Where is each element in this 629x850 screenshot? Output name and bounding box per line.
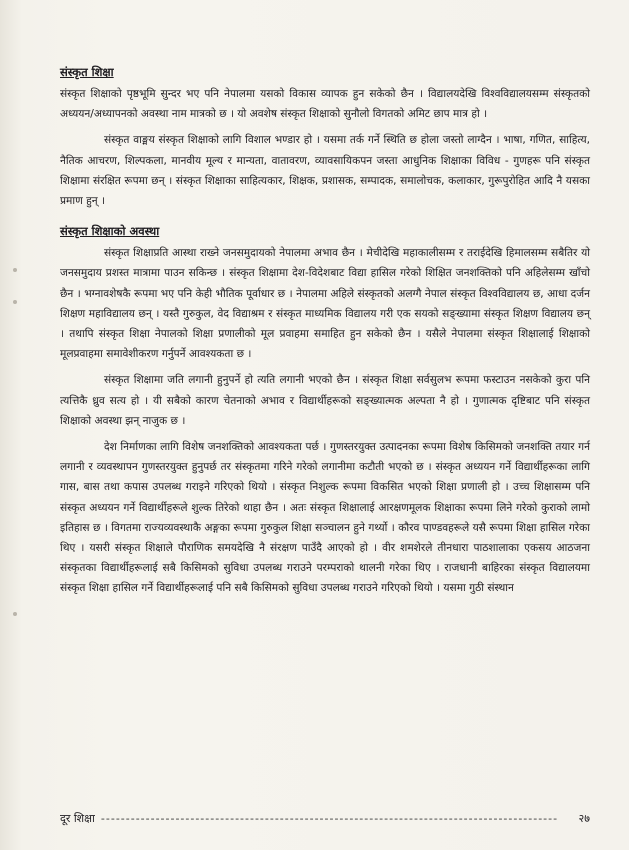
footer-title: दूर शिक्षा bbox=[60, 811, 95, 825]
page-footer bbox=[60, 808, 590, 828]
section-heading-condition: संस्कृत शिक्षाको अवस्था bbox=[60, 224, 160, 239]
paragraph: संस्कृत वाङ्मय संस्कृत शिक्षाको लागि विशाल भण्डार हो । यसमा तर्क गर्ने स्थिति छ होला जस्तो लाग्दैन । भाषा, गणित, साहित्य, नैतिक आचरण, शिल्पकला, मानवीय मूल्य र मान्यता, वातावरण, व्यावसायिकपन जस्ता आधुनिक शिक्षाका विविध - गुणहरू पनि संस्कृत शिक्षामा संरक्षित रूपमा छन् । संस्कृत शिक्षाका साहित्यकार, शिक्षक, प्रशासक, सम्पादक, समालोचक, कलाकार, गुरूपुरोहित आदि नै यसका प्रमाण हुन् । bbox=[60, 134, 590, 208]
paragraph: संस्कृत शिक्षाप्रति आस्था राख्ने जनसमुदायको नेपालमा अभाव छैन । मेचीदेखि महाकालीसम्म र तराईदेखि हिमालसम्म सबैतिर यो जनसमुदाय प्रशस्त मात्रामा पाउन सकिन्छ । संस्कृत शिक्षामा देश-विदेशबाट विद्या हासिल गरेको शिक्षित जनशक्तिको पनि अहिलेसम्म खाँचो छैन । भग्नावशेषकै रूपमा भए पनि केही भौतिक पूर्वाधार छ । नेपालमा अहिले संस्कृतको अलग्गै नेपाल संस्कृत विश्वविद्यालय छ, आधा दर्जन शिक्षण महाविद्यालय छन् । यस्तै गुरुकुल, वेद विद्याश्रम र संस्कृत माध्यमिक विद्यालय गरी एक सयको सङ्ख्यामा संस्कृत शिक्षण विद्यालय छन् । तथापि संस्कृत शिक्षा नेपालको शिक्षा प्रणालीको मूल प्रवाहमा समाहित हुन सकेको छैन । यसैले नेपालमा संस्कृत शिक्षालाई शिक्षाको मूलप्रवाहमा समावेशीकरण गर्नुपर्ने आवश्यकता छ । bbox=[60, 247, 590, 361]
paragraph: देश निर्माणका लागि विशेष जनशक्तिको आवश्यकता पर्छ । गुणस्तरयुक्त उत्पादनका रूपमा विशेष किसिमको जनशक्ति तयार गर्न लगानी र व्यवस्थापन गुणस्तरयुक्त हुनुपर्छ तर संस्कृतमा गरिने गरेको लगानीमा कटौती भएको छ । संस्कृत अध्ययन गर्ने विद्यार्थीहरूका लागि गास, बास तथा कपास उपलब्ध गराइने गरिएको थियो । संस्कृत निशुल्क रूपमा विकसित भएको शिक्षा प्रणाली हो । उच्च शिक्षासम्म पनि संस्कृत अध्ययन गर्ने विद्यार्थीहरूले शुल्क तिरेको थाहा छैन । अतः संस्कृत शिक्षालाई आरक्षणमूलक शिक्षाका रूपमा लिने गरेको कुराको लामो इतिहास छ । विगतमा राज्यव्यवस्थाकै अङ्गका रूपमा गुरुकुल शिक्षा सञ्चालन हुने गर्थ्यो । कौरव पाण्डवहरूले यसै रूपमा शिक्षा हासिल गरेका थिए । यसरी संस्कृत शिक्षाले पौराणिक समयदेखि नै संरक्षण पाउँदै आएको हो । वीर शमशेरले तीनधारा पाठशालाका एकसय आठजना संस्कृतका विद्यार्थीहरूलाई सबै किसिमको सुविधा उपलब्ध गराउने परम्पराको थालनी गरेका थिए । राजधानी बाहिरका संस्कृत विद्यालयमा संस्कृत शिक्षा हासिल गर्ने विद्यार्थीहरूलाई पनि सबै किसिमको सुविधा उपलब्ध गराउने गरिएको थियो । यसमा गुठी संस्थान bbox=[60, 441, 590, 595]
section-heading-sanskrit-education: संस्कृत शिक्षा bbox=[60, 65, 114, 79]
footer-divider: -------------------------------------------------------------------------------------------- bbox=[100, 811, 559, 825]
document-body bbox=[60, 62, 590, 605]
paragraph: संस्कृत शिक्षामा जति लगानी हुनुपर्ने हो त्यति लगानी भएको छैन । संस्कृत शिक्षा सर्वसुलभ रूपमा फस्टाउन नसकेको कुरा पनि त्यत्तिकै ध्रुव सत्य हो । यी सबैको कारण चेतनाको अभाव र विद्यार्थीहरूको सङ्ख्यात्मक अल्पता नै हो । गुणात्मक दृष्टिबाट पनि संस्कृत शिक्षाको अवस्था झन् नाजुक छ । bbox=[60, 374, 590, 427]
page-number: २७ bbox=[578, 811, 590, 825]
paragraph: संस्कृत शिक्षाको पृष्ठभूमि सुन्दर भए पनि नेपालमा यसको विकास व्यापक हुन सकेको छैन । विद्यालयदेखि विश्वविद्यालयसम्म संस्कृतको अध्ययन/अध्यापनको अवस्था नाम मात्रको छ । यो अवशेष संस्कृत शिक्षाको सुनौलो विगतको अमिट छाप मात्र हो । bbox=[60, 88, 590, 121]
